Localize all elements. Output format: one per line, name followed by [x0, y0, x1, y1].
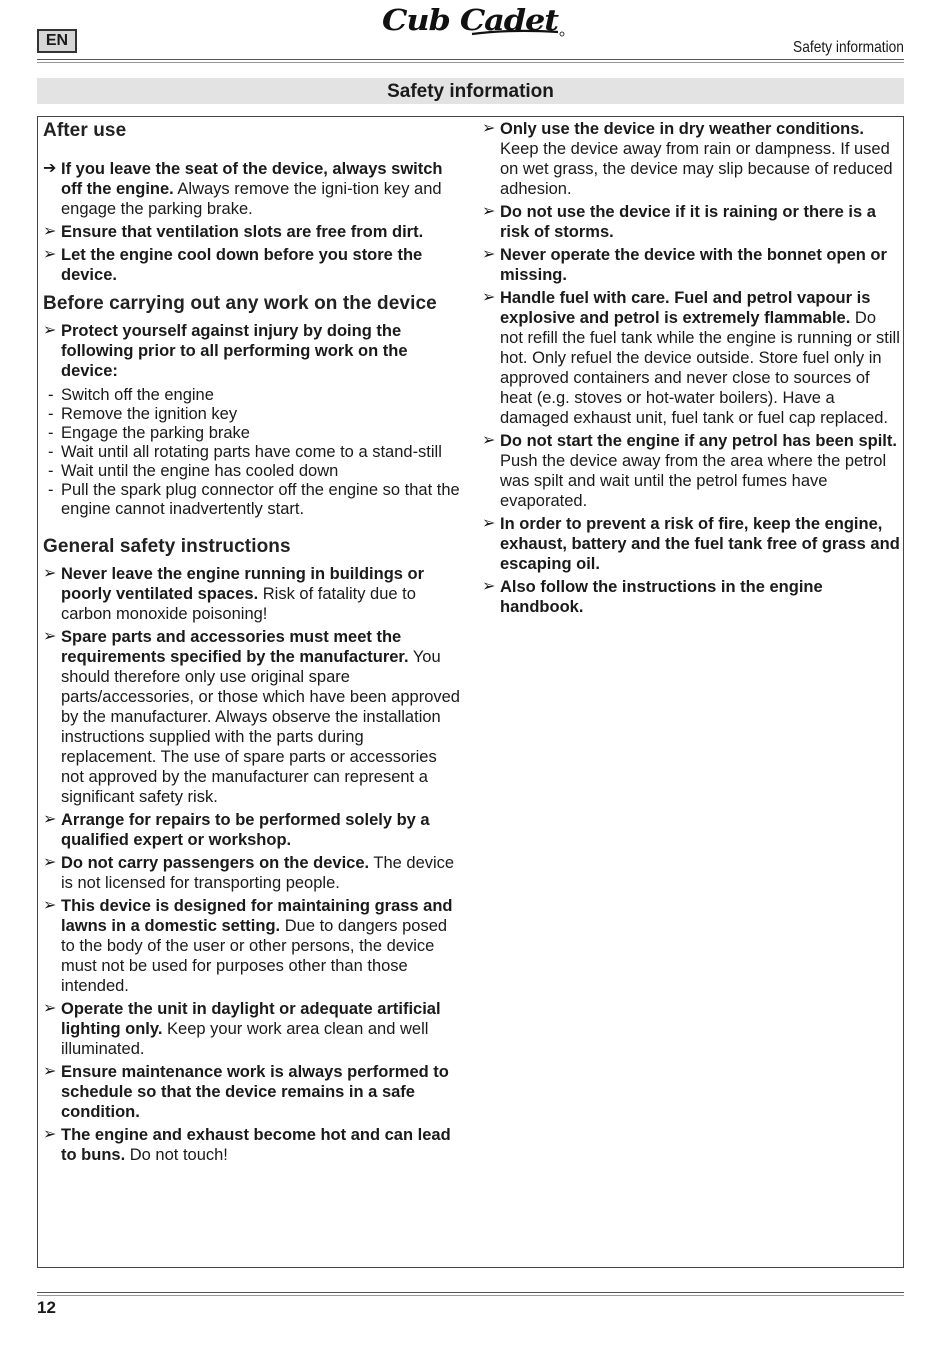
dash-item: - Pull the spark plug connector off the engine so that the engine cannot inadvertently start.	[48, 481, 460, 518]
footer-rule	[37, 1292, 904, 1293]
chevron-arrow-icon: ➢	[43, 565, 57, 582]
list-item: ➢ Ensure maintenance work is always performed to schedule so that the device remains in a safe condition.	[43, 1063, 449, 1121]
heading-after-use: After use	[43, 120, 127, 141]
left-column	[43, 117, 463, 1165]
list-item: ➢ Spare parts and accessories must meet the requirements specified by the manufacturer. You should therefore only use original spare parts/accessories, or those which have been approved by the manufacturer. Always observe the installation instructions supplied with the parts during replacement. The use of spare parts or accessories not approved by the manufacturer can represent a significant safety risk.	[43, 628, 460, 806]
brand-logo	[380, 3, 570, 41]
list-item: ➢ Protect yourself against injury by doing the following prior to all performing work on the device:	[43, 322, 408, 380]
content-box	[37, 116, 904, 1268]
list-item: ➢ This device is designed for maintaining grass and lawns in a domestic setting. Due to dangers posed to the body of the user or other persons, the device must not be used for purposes other than those intended.	[43, 897, 453, 995]
chevron-arrow-icon: ➢	[482, 432, 496, 449]
chevron-arrow-icon: ➢	[43, 628, 57, 645]
section-title: Safety information	[37, 78, 904, 104]
list-item: ➢ Also follow the instructions in the engine handbook.	[482, 578, 823, 616]
list-item: ➢ Never leave the engine running in buildings or poorly ventilated spaces. Risk of fatality due to carbon monoxide poisoning!	[43, 565, 425, 623]
heading-general-safety: General safety instructions	[43, 536, 291, 557]
chevron-arrow-icon: ➢	[43, 322, 57, 339]
list-item: ➢ Ensure that ventilation slots are free from dirt.	[43, 223, 424, 241]
list-item: ➔ If you leave the seat of the device, always switch off the engine. Always remove the igni-tion key and engage the parking brake.	[43, 160, 443, 218]
list-item: ➢ Do not carry passengers on the device. The device is not licensed for transporting people.	[43, 854, 455, 892]
language-badge: EN	[37, 29, 77, 53]
list-item: ➢ Do not start the engine if any petrol has been spilt. Push the device away from the area where the petrol was spilt and wait until the petrol fumes have evaporated.	[482, 432, 897, 510]
dash-item: - Remove the ignition key	[48, 405, 238, 423]
chevron-arrow-icon: ➢	[43, 897, 57, 914]
header-rule	[37, 59, 904, 60]
chevron-arrow-icon: ➢	[43, 1000, 57, 1017]
chevron-arrow-icon: ➢	[43, 854, 57, 871]
chevron-arrow-icon: ➢	[43, 223, 57, 240]
list-item: ➢ Arrange for repairs to be performed solely by a qualified expert or workshop.	[43, 811, 430, 849]
chevron-arrow-icon: ➢	[482, 246, 496, 263]
chevron-arrow-icon: ➢	[43, 246, 57, 263]
arrow-icon: ➔	[43, 160, 57, 177]
chevron-arrow-icon: ➢	[43, 1126, 57, 1143]
chevron-arrow-icon: ➢	[482, 203, 496, 220]
list-item: ➢ The engine and exhaust become hot and can lead to buns. Do not touch!	[43, 1126, 451, 1164]
header-rule-thin	[37, 62, 904, 63]
dash-item: - Switch off the engine	[48, 386, 214, 404]
footer-rule-thin	[37, 1295, 904, 1296]
dash-item: - Wait until all rotating parts have come to a stand-still	[48, 443, 442, 461]
running-head: Safety information	[793, 39, 904, 56]
list-item: ➢ Only use the device in dry weather conditions. Keep the device away from rain or dampness. If used on wet grass, the device may slip because of reduced adhesion.	[482, 120, 893, 198]
chevron-arrow-icon: ➢	[43, 1063, 57, 1080]
list-item: ➢ Never operate the device with the bonnet open or missing.	[482, 246, 887, 284]
dash-item: - Engage the parking brake	[48, 424, 250, 442]
list-item: ➢ Do not use the device if it is raining or there is a risk of storms.	[482, 203, 876, 241]
svg-text:Cub Cadet: Cub Cadet	[382, 3, 560, 37]
list-item: ➢ In order to prevent a risk of fire, keep the engine, exhaust, battery and the fuel tank free of grass and escaping oil.	[482, 515, 900, 573]
chevron-arrow-icon: ➢	[482, 578, 496, 595]
chevron-arrow-icon: ➢	[482, 120, 496, 137]
list-item: ➢ Operate the unit in daylight or adequate artificial lighting only. Keep your work area clean and well illuminated.	[43, 1000, 441, 1058]
chevron-arrow-icon: ➢	[43, 811, 57, 828]
chevron-arrow-icon: ➢	[482, 289, 496, 306]
dash-item: - Wait until the engine has cooled down	[48, 462, 339, 480]
page-number: 12	[37, 1298, 56, 1317]
heading-before-work: Before carrying out any work on the device	[43, 293, 437, 314]
chevron-arrow-icon: ➢	[482, 515, 496, 532]
list-item: ➢ Handle fuel with care. Fuel and petrol vapour is explosive and petrol is extremely flammable. Do not refill the fuel tank while the engine is running or still hot. Only refuel the device outside. Store fuel only in approved containers and never close to sources of heat (e.g. stoves or hot-water boilers). Have a damaged exhaust unit, fuel tank or fuel cap replaced.	[482, 289, 900, 427]
list-item: ➢ Let the engine cool down before you store the device.	[43, 246, 423, 284]
right-column	[482, 117, 900, 617]
